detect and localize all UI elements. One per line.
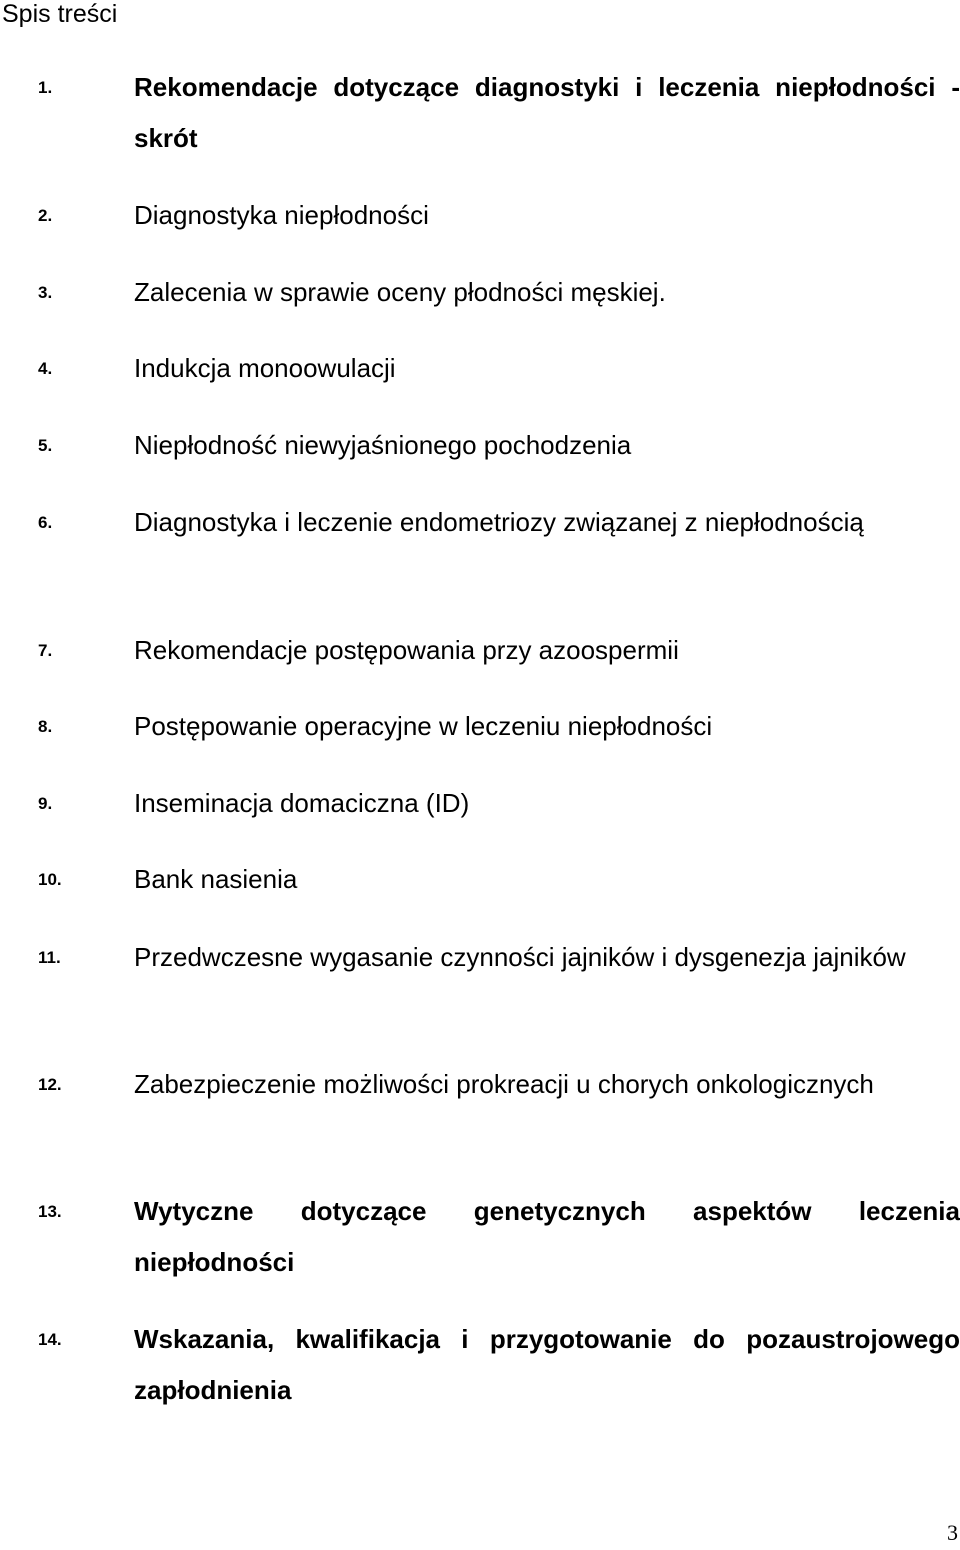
toc-item-number: 12. (38, 1075, 62, 1094)
toc-item-text: Inseminacja domaciczna (ID) (134, 788, 470, 818)
toc-item-text: Indukcja monoowulacji (134, 353, 396, 383)
toc-item-10[interactable] (0, 854, 960, 905)
toc-item-number: 5. (38, 436, 53, 455)
toc-item-12[interactable] (0, 1059, 960, 1110)
toc-item-9[interactable] (0, 778, 960, 829)
toc-item-number: 6. (38, 513, 53, 532)
toc-item-text: Niepłodność niewyjaśnionego pochodzenia (134, 430, 632, 460)
toc-item-text: Wskazania, kwalifikacja i przygotowanie do pozaustrojowego zapłodnienia (134, 1324, 960, 1405)
toc-item-8[interactable] (0, 701, 960, 752)
toc-item-4[interactable] (0, 343, 960, 394)
toc-item-13[interactable] (0, 1186, 960, 1288)
toc-item-text: Wytyczne dotyczące genetycznych aspektów leczenia niepłodności (134, 1196, 960, 1277)
toc-item-number: 8. (38, 717, 53, 736)
toc-item-text: Bank nasienia (134, 864, 298, 894)
toc-item-number: 14. (38, 1330, 62, 1349)
toc-item-text: Zalecenia w sprawie oceny płodności męskiej. (134, 277, 666, 307)
toc-item-number: 4. (38, 359, 53, 378)
toc-title: Spis treści (2, 0, 118, 28)
toc-item-3[interactable] (0, 267, 960, 318)
toc-item-number: 1. (38, 78, 53, 97)
toc-item-11[interactable] (0, 932, 960, 983)
toc-item-number: 2. (38, 206, 53, 225)
toc-item-2[interactable] (0, 190, 960, 241)
toc-item-text: Rekomendacje postępowania przy azoospermii (134, 635, 679, 665)
toc-item-14[interactable] (0, 1314, 960, 1416)
toc-item-text: Zabezpieczenie możliwości prokreacji u chorych onkologicznych (134, 1069, 874, 1099)
page-number: 3 (947, 1520, 958, 1545)
toc-item-text: Rekomendacje dotyczące diagnostyki i leczenia niepłodności - skrót (134, 72, 960, 153)
toc-item-number: 11. (38, 948, 61, 967)
toc-item-number: 7. (38, 641, 53, 660)
toc-item-text: Przedwczesne wygasanie czynności jajników i dysgenezja jajników (134, 942, 906, 972)
toc-item-number: 13. (38, 1202, 62, 1221)
toc-item-number: 3. (38, 283, 53, 302)
toc-item-number: 10. (38, 870, 62, 889)
toc-item-5[interactable] (0, 420, 960, 471)
toc-item-number: 9. (38, 794, 53, 813)
toc-item-1[interactable] (0, 62, 960, 164)
toc-item-text: Postępowanie operacyjne w leczeniu niepłodności (134, 711, 713, 741)
toc-item-7[interactable] (0, 625, 960, 676)
toc-item-text: Diagnostyka niepłodności (134, 200, 429, 230)
toc-item-text: Diagnostyka i leczenie endometriozy związanej z niepłodnością (134, 507, 864, 537)
toc-item-6[interactable] (0, 497, 960, 548)
